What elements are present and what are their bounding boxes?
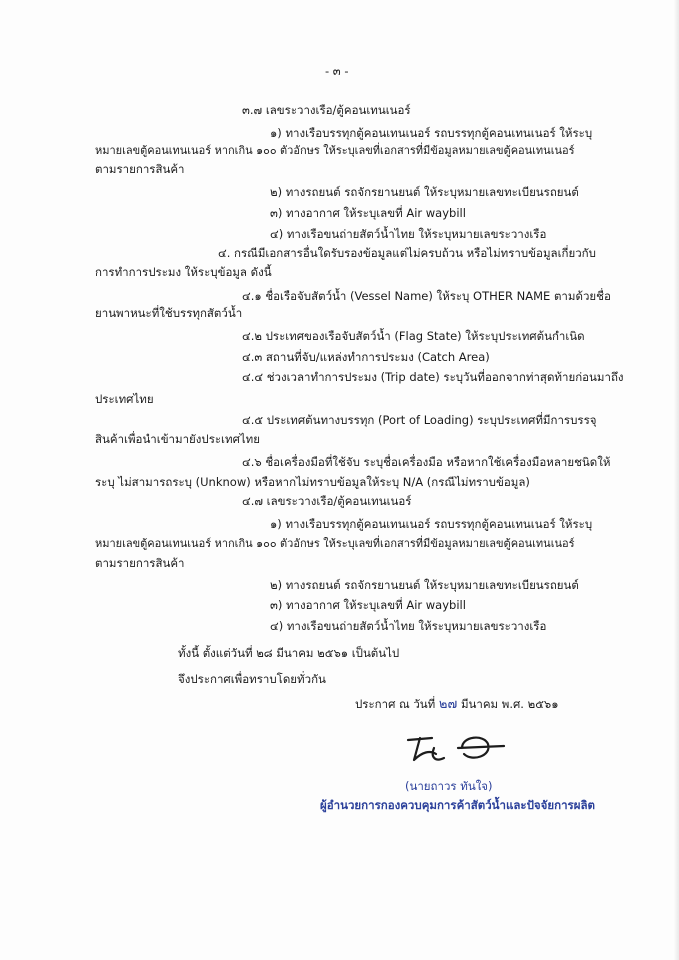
announce-date-line	[355, 697, 559, 712]
section-4-continuation: การทำการประมง ให้ระบุข้อมูล ดังนี้	[95, 265, 272, 279]
announce-day-handwritten: ๒๗	[438, 697, 458, 712]
section-4-7-heading: ๔.๗ เลขระวางเรือ/ตู้คอนเทนเนอร์	[242, 494, 412, 508]
section-4-7-item-1-continuation: หมายเลขตู้คอนเทนเนอร์ หากเกิน ๑๐๐ ตัวอักษร ให้ระบุเลขที่เอกสารที่มีข้อมูลหมายเลขตู้คอนเทนเนอร์	[95, 537, 575, 550]
item-1-continuation: หมายเลขตู้คอนเทนเนอร์ หากเกิน ๑๐๐ ตัวอักษร ให้ระบุเลขที่เอกสารที่มีข้อมูลหมายเลขตู้คอนเทนเนอร์	[95, 144, 575, 157]
announcement-statement: จึงประกาศเพื่อทราบโดยทั่วกัน	[178, 672, 326, 686]
section-4-6-continuation: ระบุ ไม่สามารถระบุ (Unknow) หรือหากไม่ทราบข้อมูลให้ระบุ N/A (กรณีไม่ทราบข้อมูล)	[95, 475, 530, 489]
section-4-7-item-1: ๑) ทางเรือบรรทุกตู้คอนเทนเนอร์ รถบรรทุกตู้คอนเทนเนอร์ ให้ระบุ	[270, 517, 593, 531]
section-4-6: ๔.๖ ชื่อเครื่องมือที่ใช้จับ ระบุชื่อเครื่องมือ หรือหากใช้เครื่องมือหลายชนิดให้	[242, 455, 611, 469]
item-2-road: ๒) ทางรถยนต์ รถจักรยานยนต์ ให้ระบุหมายเลขทะเบียนรถยนต์	[270, 185, 579, 199]
section-4-heading: ๔. กรณีมีเอกสารอื่นใดรับรองข้อมูลแต่ไม่ครบถ้วน หรือไม่ทราบข้อมูลเกี่ยวกับ	[218, 246, 596, 260]
section-4-5: ๔.๕ ประเทศต้นทางบรรทุก (Port of Loading) ระบุประเทศที่มีการบรรจุ	[242, 413, 597, 427]
section-4-7-item-4: ๔) ทางเรือขนถ่ายสัตว์น้ำไทย ให้ระบุหมายเลขระวางเรือ	[270, 619, 547, 633]
section-3-7-heading: ๓.๗ เลขระวางเรือ/ตู้คอนเทนเนอร์	[242, 103, 411, 117]
announce-suffix: มีนาคม พ.ศ. ๒๕๖๑	[460, 697, 559, 711]
item-4-transship: ๔) ทางเรือขนถ่ายสัตว์น้ำไทย ให้ระบุหมายเลขระวางเรือ	[270, 227, 547, 241]
section-4-3: ๔.๓ สถานที่จับ/แหล่งทำการประมง (Catch Area)	[242, 350, 490, 364]
item-1-continuation-2: ตามรายการสินค้า	[95, 162, 185, 176]
section-4-7-item-1-continuation-2: ตามรายการสินค้า	[95, 556, 185, 570]
section-4-4-continuation: ประเทศไทย	[95, 392, 154, 406]
page-number: - ๓ -	[325, 64, 349, 78]
signatory-name: (นายถาวร ทันใจ)	[405, 779, 493, 793]
section-4-4: ๔.๔ ช่วงเวลาทำการประมง (Trip date) ระบุวันที่ออกจากท่าสุดท้ายก่อนมาถึง	[242, 370, 624, 384]
effective-date-statement: ทั้งนี้ ตั้งแต่วันที่ ๒๘ มีนาคม ๒๕๖๑ เป็นต้นไป	[178, 646, 400, 660]
page-edge-shadow	[673, 0, 679, 960]
section-4-2: ๔.๒ ประเทศของเรือจับสัตว์น้ำ (Flag State) ให้ระบุประเทศต้นกำเนิด	[242, 329, 585, 343]
handwritten-signature	[400, 728, 510, 768]
item-3-air: ๓) ทางอากาศ ให้ระบุเลขที่ Air waybill	[270, 206, 466, 220]
item-1-sea-container: ๑) ทางเรือบรรทุกตู้คอนเทนเนอร์ รถบรรทุกตู้คอนเทนเนอร์ ให้ระบุ	[270, 126, 593, 140]
section-4-5-continuation: สินค้าเพื่อนำเข้ามายังประเทศไทย	[95, 432, 260, 446]
section-4-7-item-2: ๒) ทางรถยนต์ รถจักรยานยนต์ ให้ระบุหมายเลขทะเบียนรถยนต์	[270, 578, 579, 592]
signatory-title: ผู้อำนวยการกองควบคุมการค้าสัตว์น้ำและปัจจัยการผลิต	[320, 798, 595, 812]
announce-prefix: ประกาศ ณ วันที่	[355, 697, 436, 711]
section-4-1-continuation: ยานพาหนะที่ใช้บรรทุกสัตว์น้ำ	[95, 306, 243, 320]
section-4-1: ๔.๑ ชื่อเรือจับสัตว์น้ำ (Vessel Name) ให้ระบุ OTHER NAME ตามด้วยชื่อ	[242, 289, 611, 303]
section-4-7-item-3: ๓) ทางอากาศ ให้ระบุเลขที่ Air waybill	[270, 598, 466, 612]
